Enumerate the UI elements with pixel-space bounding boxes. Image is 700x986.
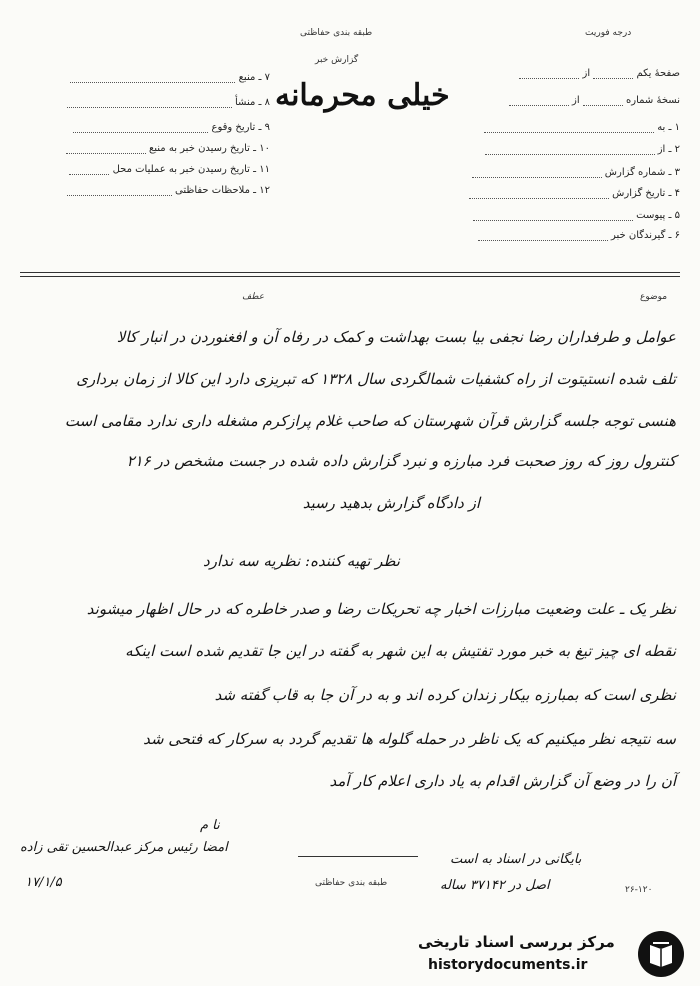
footer-note: نا م bbox=[200, 818, 220, 833]
field-protective-notes: ۱۲ ـ ملاحظات حفاظتی bbox=[25, 185, 270, 196]
book-icon bbox=[638, 931, 684, 977]
field-receipt-date: ۱۰ ـ تاریخ رسیدن خبر به منبع bbox=[25, 143, 270, 154]
body-line-2: تلف شده انستیتوت از راه کشفیات شمالگردی سال ۱۳۲۸ که تبریزی دارد این کالا از زمان برداری bbox=[76, 370, 676, 388]
body-line-5: از دادگاه گزارش بدهید رسید bbox=[302, 494, 480, 512]
signature-date: ۱۷/۱/۵ bbox=[25, 875, 62, 890]
watermark-title: مرکز بررسی اسناد تاریخی bbox=[418, 933, 615, 951]
field-report-number: ۳ ـ شماره گزارش bbox=[430, 167, 680, 178]
field-from: ۲ ـ از bbox=[430, 144, 680, 155]
subject-label: موضوع bbox=[640, 292, 668, 302]
body-line-11: آن را در وضع آن گزارش اقدام به یاد داری اعلام کار آمد bbox=[329, 772, 676, 790]
field-page: صفحهٔ یکم از bbox=[430, 68, 680, 79]
body-line-9: نظری است که بمبارزه بیکار زندان کرده اند و به در آن جا به قاب گفته شد bbox=[214, 686, 676, 704]
field-report-date: ۴ ـ تاریخ گزارش bbox=[430, 188, 680, 199]
field-source: ۷ ـ منبع bbox=[25, 72, 270, 83]
body-line-3: هنسی توجه جلسه گزارش قرآن شهرستان که صاحب غلام پرازکرم مشغله داری ندارد مقامی است bbox=[64, 412, 676, 430]
archive-note: بایگانی در اسناد به است bbox=[450, 852, 582, 867]
news-report-label: گزارش خبر bbox=[315, 55, 359, 65]
body-line-7: نظر یک ـ علت وضعیت مبارزات اخبار چه تحریکات رضا و صدر خاطره که در حال اظهار میشوند bbox=[86, 600, 676, 618]
body-line-1: عوامل و طرفداران رضا نجفی بيا بست بهداشت و کمک در رفاه آن و افغنوردن در انبار کالا bbox=[116, 328, 676, 346]
divider-line-2 bbox=[20, 276, 680, 277]
protective-class-top: طبقه بندی حفاظتی bbox=[300, 28, 373, 38]
field-copy-number: نسخهٔ شماره از bbox=[430, 95, 680, 106]
body-line-10: سه نتیجه نظر میکنیم که یک ناظر در حمله گلوله ها تقدیم گردد به سرکار که فتحی شد bbox=[143, 730, 676, 748]
priority-level-label: درجه فوریت bbox=[585, 28, 632, 38]
action-note: عطف bbox=[242, 292, 265, 302]
body-line-6: نظر تهیه کننده: نظریه سه ندارد bbox=[203, 552, 400, 570]
page-code: ۲۶-۱۲۰ bbox=[625, 885, 653, 895]
field-attachment: ۵ ـ پیوست bbox=[430, 210, 680, 221]
field-recipients: ۶ ـ گیرندگان خبر bbox=[430, 230, 680, 241]
watermark-logo bbox=[410, 925, 700, 985]
body-line-4: کنترول روز که روز صحبت فرد مبارزه و نبرد گزارش داده شده در جست مشخص در ۲۱۶ bbox=[126, 452, 676, 470]
divider-line bbox=[20, 272, 680, 273]
stamp-line bbox=[298, 856, 418, 857]
field-ops-receipt-date: ۱۱ ـ تاریخ رسیدن خبر به عملیات محل bbox=[25, 164, 270, 175]
protective-class-bottom: طبقه بندی حفاظتی bbox=[315, 878, 388, 888]
field-to: ۱ ـ به bbox=[430, 122, 680, 133]
signature-block: امضا رئیس مرکز عبدالحسین تقی زاده bbox=[20, 840, 228, 855]
document-title: خیلی محرمانه bbox=[275, 78, 450, 113]
field-origin: ۸ ـ منشأ bbox=[25, 97, 270, 108]
archive-number: اصل در ۳۷۱۴۲ ساله bbox=[440, 878, 550, 893]
watermark-url: historydocuments.ir bbox=[428, 957, 588, 973]
body-line-8: نقطه ای چیز تیغ به خبر مورد تفتیش به این شهر به گفته در این جا تقدیم شده است اینکه bbox=[125, 642, 676, 660]
field-event-date: ۹ ـ تاریخ وقوع bbox=[25, 122, 270, 133]
